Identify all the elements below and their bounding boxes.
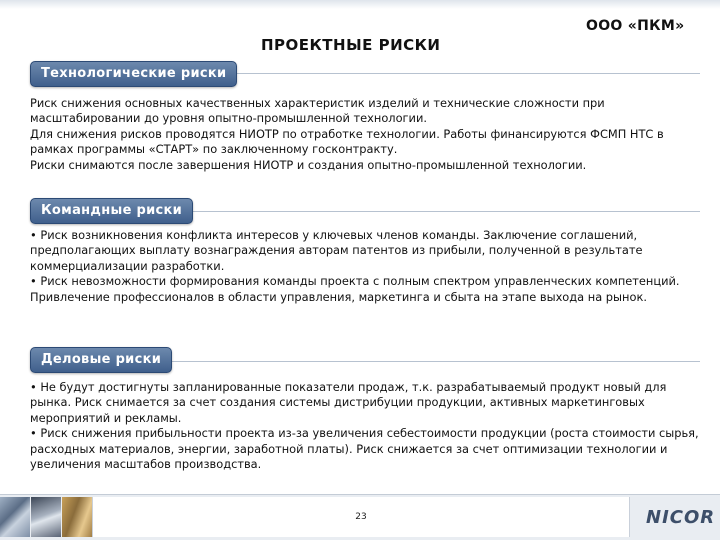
section-text-technological bbox=[30, 96, 700, 173]
section-label-technological: Технологические риски bbox=[30, 61, 237, 87]
paragraph: • Не будут достигнуты запланированные показатели продаж, т.к. разрабатываемый продукт новый для рынка. Риск снимается за счет создания системы дистрибуции продукции, активных маркетинговых мероприятий и рекламы. bbox=[30, 380, 667, 425]
footer-photo bbox=[0, 497, 30, 537]
section-label-business: Деловые риски bbox=[30, 347, 172, 373]
nicor-logo: NICOR bbox=[646, 507, 716, 528]
company-name: ООО «ПКМ» bbox=[586, 18, 685, 34]
section-text-business bbox=[30, 380, 700, 472]
footer-divider bbox=[0, 494, 720, 495]
section-label-team: Командные риски bbox=[30, 198, 193, 224]
paragraph: Для снижения рисков проводятся НИОТР по отработке технологии. Работы финансируются ФСМП НТС в рамках программы «СТАРТ» по заключенному госконтракту. bbox=[30, 126, 664, 157]
paragraph: Риск снижения основных качественных характеристик изделий и технические сложности при масштабировании до уровня опытно-промышленной технологии. bbox=[30, 96, 605, 126]
paragraph: • Риск снижения прибыльности проекта из-за увеличения себестоимости продукции (роста стоимости сырья, расходных материалов, энергии, заработной платы). Риск снижается за счет оптимизации технологии и увеличения масштабов производства. bbox=[30, 426, 699, 472]
paragraph: Риски снимаются после завершения НИОТР и создания опытно-промышленной технологии. bbox=[30, 157, 587, 172]
paragraph: • Риск невозможности формирования команды проекта с полным спектром управленческих компетенций. Привлечение профессионалов в области управления, маркетинга и сбыта на этапе выхода на рынок. bbox=[30, 274, 680, 304]
page-title: ПРОЕКТНЫЕ РИСКИ bbox=[261, 36, 441, 54]
page-number: 23 bbox=[355, 512, 367, 522]
section-text-team bbox=[30, 228, 700, 305]
top-border bbox=[0, 0, 720, 14]
footer-photo bbox=[31, 497, 61, 537]
paragraph: • Риск возникновения конфликта интересов у ключевых членов команды. Заключение соглашений, предполагающих выплату вознаграждения авторам патентов из прибыли, полученной в результате коммерциализации разработки. bbox=[30, 228, 643, 273]
page-number-box bbox=[92, 497, 630, 537]
footer-photo bbox=[62, 497, 92, 537]
